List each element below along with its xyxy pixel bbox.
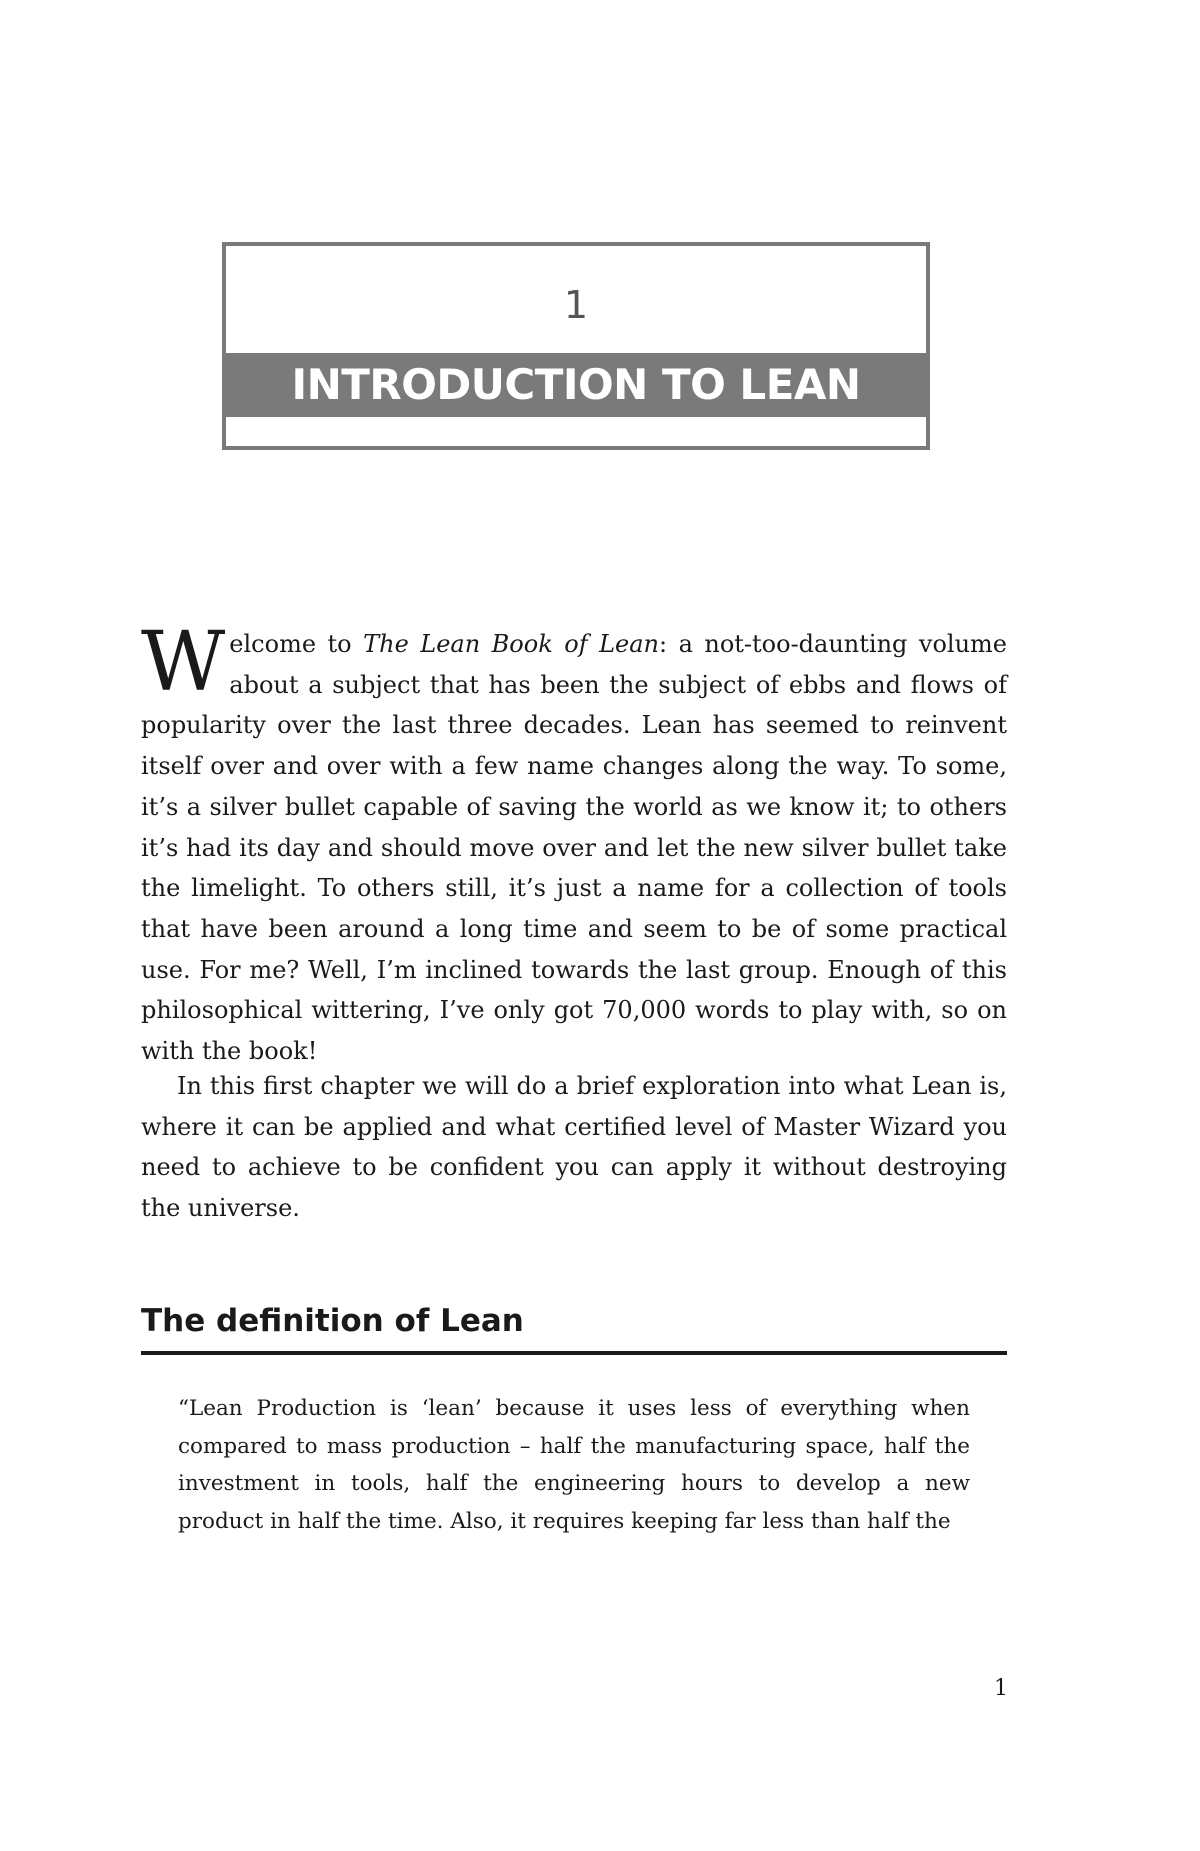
book-title: The Lean Book of Lean: [363, 630, 659, 658]
chapter-header-box: [222, 242, 930, 450]
intro-lead-text: elcome to: [229, 630, 364, 658]
section-heading: The definition of Lean: [141, 1303, 524, 1339]
page-number: 1: [994, 1676, 1008, 1701]
intro-paragraph: [141, 615, 1008, 1072]
chapter-title-band: [226, 353, 926, 417]
chapter-overview-paragraph: In this first chapter we will do a brief exploration into what Lean is, where it can be applied and what certified level of Master Wizard you need to achieve to be confident you can apply it without destroying the universe.: [141, 1072, 1007, 1223]
definition-quote: “Lean Production is ‘lean’ because it uses less of everything when compared to mass production – half the manufacturing space, half the investment in tools, half the engineering hours to develop a new product in half the time. Also, it requires keeping far less than half the: [178, 1396, 970, 1534]
chapter-number: 1: [563, 283, 589, 327]
intro-body-text: : a not-too-daunting volume about a subject that has been the subject of ebbs and flows of popularity over the last three decades. Lean has seemed to reinvent itself over and over with a few name changes along the way. To some, it’s a silver bullet capable of saving the world as we know it; to others it’s had its day and should move over and let the new silver bullet take the limelight. To others still, it’s just a name for a collection of tools that have been around a long time and seem to be of some practical use. For me? Well, I’m inclined towards the last group. Enough of this philosophical wittering, I’ve only got 70,000 words to play with, so on with the book!: [141, 630, 1008, 1066]
drop-cap: W: [141, 615, 226, 710]
chapter-title: INTRODUCTION TO LEAN: [291, 360, 861, 409]
section-divider: [141, 1351, 1007, 1355]
